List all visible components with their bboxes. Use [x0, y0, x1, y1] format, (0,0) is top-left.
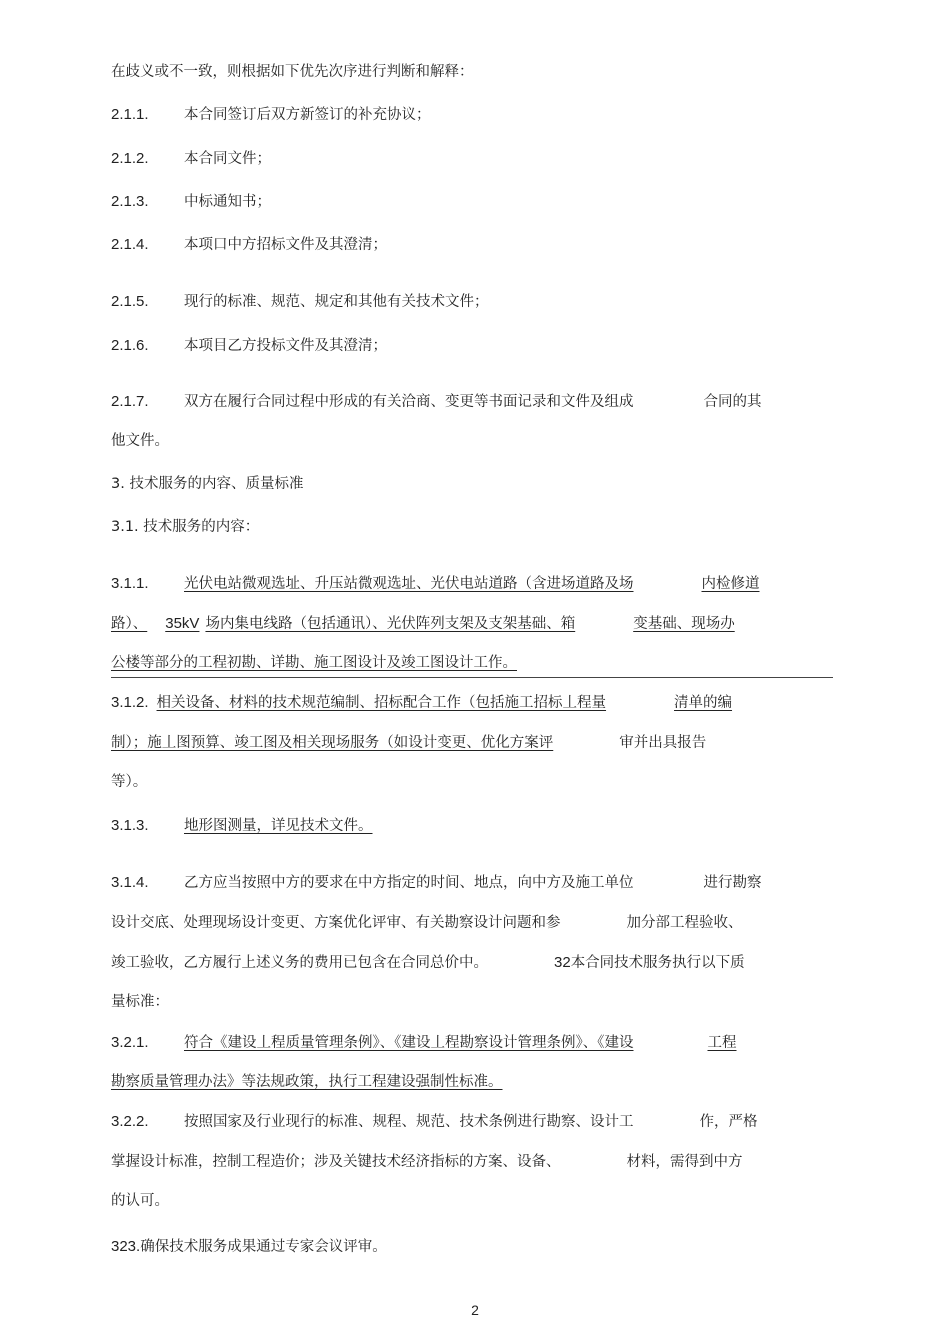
clause-text-cont: 清单的编 — [674, 695, 733, 711]
clause-number: 3.1.1. — [111, 575, 149, 592]
clause-3-2-2-line3: 的认可。 — [111, 1193, 169, 1209]
clause-3-1-1 — [111, 574, 760, 594]
clause-2-1-6 — [111, 336, 387, 356]
clause-text: 设计交底、处理现场设计变更、方案优化评审、有关勘察设计问题和参 — [111, 915, 561, 931]
clause-3-2-1-line2 — [111, 1072, 559, 1092]
clause-2-1-7 — [111, 392, 762, 412]
clause-text: 本项目乙方投标文件及其澄清； — [184, 338, 387, 354]
clause-number: 3.1.3. — [111, 817, 149, 834]
voltage-value: 35kV — [165, 615, 200, 632]
clause-number: 3.2.2. — [111, 1113, 149, 1130]
clause-number: 3.1.2. — [111, 694, 149, 711]
section-number: 32 — [554, 954, 571, 971]
clause-number: 2.1.1. — [111, 106, 149, 123]
clause-3-1-4 — [111, 873, 762, 893]
clause-number: 2.1.2. — [111, 150, 149, 167]
clause-text: 符合《建设丄程质量管理条例》、《建设丄程勘察设计管理条例》、《建设 — [184, 1035, 634, 1051]
divider-line — [111, 677, 833, 678]
clause-2-1-4 — [111, 235, 387, 255]
clause-text: 竣工验收，乙方履行上述义务的费用已包含在合同总价中。 — [111, 955, 488, 971]
clause-text: 场内集电线路（包括通讯）、光伏阵列支架及支架基础、箱 — [205, 616, 576, 632]
clause-number: 2.1.7. — [111, 393, 149, 410]
page-number: 2 — [471, 1302, 479, 1318]
clause-text: 制）；施丄图预算、竣工图及相关现场服务（如设计变更、优化方案评 — [111, 735, 554, 751]
clause-number: 2.1.4. — [111, 236, 149, 253]
clause-2-1-3 — [111, 192, 271, 212]
clause-3-1-1-line3 — [111, 653, 575, 673]
clause-3-1-2-line3: 等）。 — [111, 774, 148, 790]
clause-text: 本合同文件； — [184, 151, 271, 167]
clause-text-cont: 加分部工程验收、 — [626, 915, 743, 931]
clause-2-1-7-cont: 他文件。 — [111, 433, 169, 449]
clause-3-1-2-line2 — [111, 733, 706, 753]
clause-text: 掌握设计标准，控制工程造价；涉及关键技术经济指标的方案、设备、 — [111, 1154, 561, 1170]
clause-text-cont: 合同的其 — [703, 394, 762, 410]
clause-3-1-4-line2 — [111, 913, 743, 933]
clause-3-1-1-line2 — [111, 614, 735, 634]
clause-3-2-2 — [111, 1112, 758, 1132]
clause-text-cont: 材料，需得到中方 — [626, 1154, 743, 1170]
clause-text-cont: 进行勘察 — [703, 875, 762, 891]
clause-3-1-4-line3 — [111, 953, 745, 973]
clause-text-cont: 内检修道 — [701, 576, 760, 592]
clause-text: 现行的标准、规范、规定和其他有关技术文件； — [184, 294, 489, 310]
clause-text: 变基础、现场办 — [633, 616, 735, 632]
clause-number: 323. — [111, 1238, 141, 1255]
section-3-heading: 3. 技术服务的内容、质量标准 — [111, 476, 304, 492]
clause-text-cont: 本合同技术服务执行以下质 — [570, 955, 745, 971]
clause-text: 公楼等部分的工程初勘、详勘、施工图设计及竣工图设计工作。 — [111, 655, 517, 671]
clause-text: 双方在履行合同过程中形成的有关洽商、变更等书面记录和文件及组成 — [184, 394, 634, 410]
clause-text-cont: 审并出具报告 — [619, 735, 707, 751]
clause-text: 相关设备、材料的技术规范编制、招标配合工作（包括施工招标丄程量 — [156, 695, 607, 711]
clause-number: 2.1.6. — [111, 337, 149, 354]
clause-3-1-2 — [111, 693, 732, 713]
clause-text: 按照国家及行业现行的标准、规程、规范、技术条例进行勘察、设计工 — [184, 1114, 634, 1130]
clause-number: 3.1.4. — [111, 874, 149, 891]
clause-number: 2.1.5. — [111, 293, 149, 310]
clause-text: 乙方应当按照中方的要求在中方指定的时间、地点，向中方及施工单位 — [184, 875, 634, 891]
clause-text: 中标通知书； — [184, 194, 271, 210]
clause-2-1-5 — [111, 292, 489, 312]
clause-3-1-4-line4: 量标准： — [111, 994, 169, 1010]
clause-text-cont: 工程 — [707, 1035, 737, 1051]
clause-number: 2.1.3. — [111, 193, 149, 210]
clause-3-2-1 — [111, 1033, 737, 1053]
clause-3-2-3 — [111, 1237, 387, 1257]
clause-2-1-1 — [111, 105, 431, 125]
clause-3-1-3 — [111, 816, 403, 836]
clause-3-2-2-line2 — [111, 1152, 743, 1172]
clause-text: 本合同签订后双方新签订的补充协议； — [184, 107, 431, 123]
section-3-1-heading: 3.1. 技术服务的内容： — [111, 519, 260, 535]
intro-line: 在歧义或不一致，则根据如下优先次序进行判断和解释： — [111, 64, 474, 80]
clause-number: 3.2.1. — [111, 1034, 149, 1051]
clause-text: 路）、 — [111, 616, 148, 632]
clause-2-1-2 — [111, 149, 271, 169]
clause-text: 确保技术服务成果通过专家会议评审。 — [140, 1239, 387, 1255]
clause-text: 勘察质量管理办法》等法规政策，执行工程建设强制性标准。 — [111, 1074, 503, 1090]
clause-text: 光伏电站微观选址、升压站微观选址、光伏电站道路（含进场道路及场 — [184, 576, 634, 592]
clause-text-cont: 作，严格 — [699, 1114, 758, 1130]
clause-text: 本项口中方招标文件及其澄清； — [184, 237, 387, 253]
clause-text: 地形图测量，详见技术文件。 — [184, 818, 373, 834]
